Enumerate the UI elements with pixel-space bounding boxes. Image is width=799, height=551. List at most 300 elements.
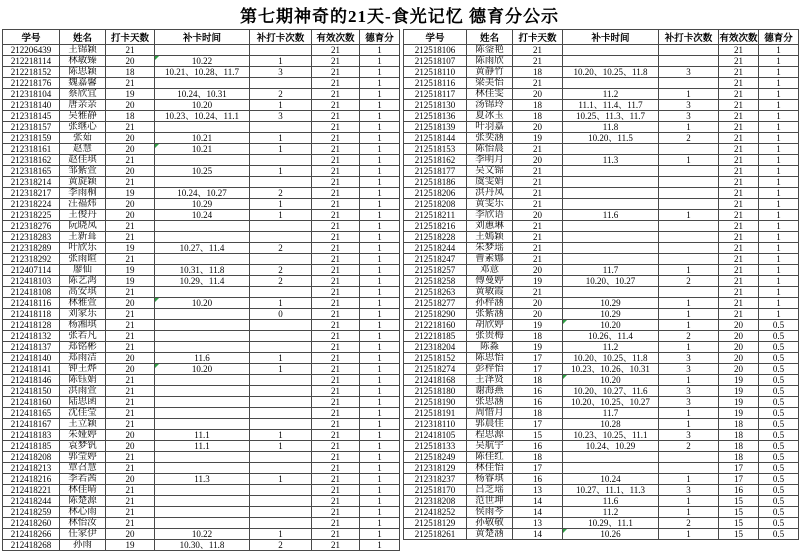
cell-score[interactable]: 1 bbox=[360, 210, 400, 221]
cell-score[interactable]: 1 bbox=[759, 210, 799, 221]
cell-makeup-count[interactable]: 2 bbox=[250, 188, 312, 199]
cell-makeup-count[interactable]: 2 bbox=[250, 89, 312, 100]
cell-makeup-time[interactable]: 11.2 bbox=[563, 507, 659, 518]
cell-valid-count[interactable]: 21 bbox=[719, 287, 759, 298]
cell-student-id[interactable]: 212518208 bbox=[404, 199, 467, 210]
cell-makeup-count[interactable] bbox=[250, 518, 312, 529]
column-header-valid-count[interactable]: 有效次数 bbox=[312, 30, 360, 45]
cell-makeup-count[interactable]: 1 bbox=[659, 529, 719, 540]
cell-score[interactable]: 1 bbox=[360, 452, 400, 463]
cell-makeup-time[interactable] bbox=[563, 452, 659, 463]
cell-score[interactable]: 0.5 bbox=[759, 364, 799, 375]
cell-makeup-count[interactable]: 2 bbox=[250, 243, 312, 254]
cell-valid-count[interactable]: 15 bbox=[719, 518, 759, 529]
cell-student-id[interactable]: 212318237 bbox=[404, 474, 467, 485]
cell-score[interactable]: 1 bbox=[360, 309, 400, 320]
cell-score[interactable]: 1 bbox=[360, 188, 400, 199]
column-header-makeup-count[interactable]: 补打卡次数 bbox=[250, 30, 312, 45]
cell-valid-count[interactable]: 21 bbox=[719, 199, 759, 210]
cell-score[interactable]: 1 bbox=[759, 78, 799, 89]
cell-days[interactable]: 20 bbox=[106, 100, 155, 111]
cell-score[interactable]: 1 bbox=[360, 199, 400, 210]
cell-days[interactable]: 21 bbox=[513, 243, 563, 254]
cell-student-id[interactable]: 212518162 bbox=[404, 155, 467, 166]
cell-name[interactable]: 张茹 bbox=[60, 133, 106, 144]
cell-makeup-count[interactable] bbox=[659, 188, 719, 199]
cell-score[interactable]: 0.5 bbox=[759, 518, 799, 529]
cell-student-id[interactable]: 212518107 bbox=[404, 56, 467, 67]
cell-valid-count[interactable]: 21 bbox=[312, 166, 360, 177]
cell-student-id[interactable]: 212518244 bbox=[404, 243, 467, 254]
cell-valid-count[interactable]: 21 bbox=[719, 111, 759, 122]
cell-student-id[interactable]: 212418160 bbox=[3, 397, 60, 408]
cell-makeup-count[interactable] bbox=[659, 452, 719, 463]
cell-days[interactable]: 21 bbox=[513, 78, 563, 89]
cell-score[interactable]: 0.5 bbox=[759, 485, 799, 496]
cell-makeup-time[interactable] bbox=[563, 243, 659, 254]
cell-makeup-time[interactable] bbox=[563, 166, 659, 177]
cell-makeup-time[interactable] bbox=[155, 342, 250, 353]
cell-name[interactable]: 王新葺 bbox=[60, 232, 106, 243]
cell-makeup-count[interactable] bbox=[659, 463, 719, 474]
cell-name[interactable]: 邹紫萱 bbox=[60, 166, 106, 177]
cell-makeup-count[interactable]: 2 bbox=[250, 265, 312, 276]
cell-days[interactable]: 21 bbox=[106, 320, 155, 331]
cell-days[interactable]: 19 bbox=[513, 342, 563, 353]
cell-student-id[interactable]: 212318110 bbox=[404, 419, 467, 430]
cell-student-id[interactable]: 212418140 bbox=[3, 353, 60, 364]
cell-name[interactable]: 覃召慧 bbox=[60, 463, 106, 474]
cell-score[interactable]: 1 bbox=[360, 496, 400, 507]
cell-days[interactable]: 21 bbox=[106, 78, 155, 89]
cell-makeup-count[interactable]: 1 bbox=[250, 474, 312, 485]
cell-valid-count[interactable]: 21 bbox=[719, 100, 759, 111]
cell-score[interactable]: 1 bbox=[759, 56, 799, 67]
cell-makeup-count[interactable] bbox=[250, 45, 312, 56]
cell-name[interactable]: 高安琪 bbox=[60, 287, 106, 298]
cell-name[interactable]: 张奕涵 bbox=[467, 133, 513, 144]
cell-student-id[interactable]: 212418208 bbox=[3, 452, 60, 463]
cell-makeup-time[interactable]: 10.20 bbox=[563, 375, 659, 386]
cell-makeup-count[interactable]: 1 bbox=[250, 441, 312, 452]
cell-student-id[interactable]: 212418141 bbox=[3, 364, 60, 375]
cell-makeup-count[interactable] bbox=[250, 320, 312, 331]
cell-makeup-count[interactable] bbox=[659, 221, 719, 232]
cell-days[interactable]: 21 bbox=[106, 386, 155, 397]
cell-student-id[interactable]: 212418146 bbox=[3, 375, 60, 386]
cell-days[interactable]: 19 bbox=[106, 540, 155, 551]
cell-days[interactable]: 14 bbox=[513, 507, 563, 518]
cell-makeup-count[interactable]: 1 bbox=[250, 199, 312, 210]
cell-days[interactable]: 19 bbox=[513, 133, 563, 144]
cell-name[interactable]: 汤锦玲 bbox=[467, 100, 513, 111]
cell-valid-count[interactable]: 21 bbox=[719, 155, 759, 166]
cell-days[interactable]: 18 bbox=[513, 111, 563, 122]
cell-valid-count[interactable]: 21 bbox=[312, 298, 360, 309]
cell-valid-count[interactable]: 21 bbox=[312, 89, 360, 100]
cell-valid-count[interactable]: 20 bbox=[719, 342, 759, 353]
cell-makeup-count[interactable]: 1 bbox=[659, 496, 719, 507]
cell-makeup-time[interactable] bbox=[563, 177, 659, 188]
cell-makeup-count[interactable] bbox=[659, 254, 719, 265]
cell-makeup-time[interactable]: 11.2 bbox=[563, 342, 659, 353]
cell-makeup-time[interactable]: 10.20、11.5 bbox=[563, 133, 659, 144]
cell-makeup-time[interactable]: 11.7 bbox=[563, 265, 659, 276]
cell-makeup-time[interactable]: 10.29、11.1 bbox=[563, 518, 659, 529]
cell-days[interactable]: 18 bbox=[513, 452, 563, 463]
cell-student-id[interactable]: 212318276 bbox=[3, 221, 60, 232]
cell-days[interactable]: 20 bbox=[106, 133, 155, 144]
cell-score[interactable]: 0.5 bbox=[759, 419, 799, 430]
cell-valid-count[interactable]: 15 bbox=[719, 496, 759, 507]
cell-makeup-time[interactable] bbox=[563, 199, 659, 210]
cell-makeup-time[interactable]: 10.20、10.25、10.27 bbox=[563, 397, 659, 408]
cell-name[interactable]: 吴航宇 bbox=[467, 441, 513, 452]
cell-valid-count[interactable]: 21 bbox=[719, 56, 759, 67]
cell-makeup-time[interactable]: 10.24、10.29 bbox=[563, 441, 659, 452]
cell-valid-count[interactable]: 21 bbox=[312, 430, 360, 441]
cell-name[interactable]: 杨睿琪 bbox=[467, 474, 513, 485]
cell-makeup-count[interactable]: 1 bbox=[659, 309, 719, 320]
cell-makeup-count[interactable] bbox=[250, 397, 312, 408]
cell-name[interactable]: 林佳怡 bbox=[467, 463, 513, 474]
cell-score[interactable]: 1 bbox=[360, 441, 400, 452]
cell-valid-count[interactable]: 21 bbox=[312, 56, 360, 67]
cell-makeup-count[interactable] bbox=[250, 155, 312, 166]
cell-valid-count[interactable]: 21 bbox=[719, 309, 759, 320]
cell-days[interactable]: 18 bbox=[106, 67, 155, 78]
cell-makeup-count[interactable]: 1 bbox=[659, 408, 719, 419]
cell-name[interactable]: 张紫涵 bbox=[467, 309, 513, 320]
cell-name[interactable]: 邓意 bbox=[467, 265, 513, 276]
cell-valid-count[interactable]: 21 bbox=[312, 320, 360, 331]
cell-name[interactable]: 林佳晴 bbox=[60, 485, 106, 496]
cell-valid-count[interactable]: 21 bbox=[312, 133, 360, 144]
cell-score[interactable]: 1 bbox=[360, 265, 400, 276]
cell-score[interactable]: 1 bbox=[759, 243, 799, 254]
cell-makeup-time[interactable]: 10.24、10.31 bbox=[155, 89, 250, 100]
cell-name[interactable]: 黄敏霞 bbox=[467, 287, 513, 298]
cell-valid-count[interactable]: 20 bbox=[719, 331, 759, 342]
cell-makeup-time[interactable] bbox=[155, 408, 250, 419]
cell-student-id[interactable]: 212418128 bbox=[3, 320, 60, 331]
cell-valid-count[interactable]: 21 bbox=[312, 144, 360, 155]
cell-makeup-count[interactable] bbox=[659, 78, 719, 89]
cell-days[interactable]: 13 bbox=[513, 485, 563, 496]
cell-makeup-time[interactable]: 10.24 bbox=[155, 210, 250, 221]
cell-makeup-count[interactable]: 3 bbox=[659, 397, 719, 408]
cell-name[interactable]: 朱娅婷 bbox=[60, 430, 106, 441]
cell-score[interactable]: 1 bbox=[360, 342, 400, 353]
cell-student-id[interactable]: 212518274 bbox=[404, 364, 467, 375]
cell-days[interactable]: 21 bbox=[106, 408, 155, 419]
cell-score[interactable]: 0.5 bbox=[759, 397, 799, 408]
cell-valid-count[interactable]: 18 bbox=[719, 419, 759, 430]
cell-makeup-time[interactable]: 10.21 bbox=[155, 144, 250, 155]
cell-name[interactable]: 杨湘琪 bbox=[60, 320, 106, 331]
cell-student-id[interactable]: 212318157 bbox=[3, 122, 60, 133]
cell-makeup-count[interactable]: 1 bbox=[250, 430, 312, 441]
cell-score[interactable]: 0.5 bbox=[759, 474, 799, 485]
cell-student-id[interactable]: 212418116 bbox=[3, 298, 60, 309]
cell-student-id[interactable]: 212518129 bbox=[404, 518, 467, 529]
cell-name[interactable]: 谢海燕 bbox=[467, 386, 513, 397]
cell-valid-count[interactable]: 21 bbox=[312, 67, 360, 78]
cell-name[interactable]: 蔡欣宜 bbox=[60, 89, 106, 100]
cell-score[interactable]: 1 bbox=[360, 78, 400, 89]
cell-score[interactable]: 1 bbox=[759, 100, 799, 111]
cell-makeup-count[interactable]: 3 bbox=[659, 430, 719, 441]
cell-days[interactable]: 20 bbox=[106, 199, 155, 210]
cell-name[interactable]: 赵慧 bbox=[60, 144, 106, 155]
cell-makeup-count[interactable] bbox=[250, 78, 312, 89]
cell-makeup-count[interactable]: 1 bbox=[659, 507, 719, 518]
cell-score[interactable]: 1 bbox=[360, 507, 400, 518]
cell-student-id[interactable]: 212206439 bbox=[3, 45, 60, 56]
cell-makeup-count[interactable] bbox=[659, 56, 719, 67]
cell-score[interactable]: 1 bbox=[360, 144, 400, 155]
cell-days[interactable]: 20 bbox=[106, 166, 155, 177]
cell-makeup-time[interactable]: 11.2 bbox=[563, 89, 659, 100]
cell-makeup-count[interactable]: 1 bbox=[659, 419, 719, 430]
cell-student-id[interactable]: 212518133 bbox=[404, 441, 467, 452]
cell-makeup-count[interactable]: 3 bbox=[250, 111, 312, 122]
cell-student-id[interactable]: 212518211 bbox=[404, 210, 467, 221]
cell-makeup-count[interactable] bbox=[250, 496, 312, 507]
cell-score[interactable]: 1 bbox=[360, 430, 400, 441]
cell-student-id[interactable]: 212318140 bbox=[3, 100, 60, 111]
cell-name[interactable]: 郑雨洁 bbox=[60, 353, 106, 364]
cell-days[interactable]: 15 bbox=[513, 430, 563, 441]
cell-score[interactable]: 1 bbox=[360, 375, 400, 386]
cell-student-id[interactable]: 212418185 bbox=[3, 441, 60, 452]
column-header-makeup-count[interactable]: 补打卡次数 bbox=[659, 30, 719, 45]
cell-student-id[interactable]: 212518228 bbox=[404, 232, 467, 243]
cell-makeup-time[interactable] bbox=[155, 287, 250, 298]
cell-makeup-time[interactable] bbox=[563, 45, 659, 56]
cell-days[interactable]: 19 bbox=[513, 276, 563, 287]
cell-makeup-time[interactable] bbox=[155, 485, 250, 496]
cell-makeup-count[interactable] bbox=[659, 232, 719, 243]
cell-score[interactable]: 1 bbox=[759, 199, 799, 210]
cell-student-id[interactable]: 212418108 bbox=[3, 287, 60, 298]
cell-makeup-time[interactable]: 10.20 bbox=[155, 100, 250, 111]
cell-student-id[interactable]: 212418118 bbox=[3, 309, 60, 320]
column-header-score[interactable]: 德育分 bbox=[360, 30, 400, 45]
cell-makeup-time[interactable] bbox=[563, 463, 659, 474]
cell-makeup-count[interactable]: 3 bbox=[659, 111, 719, 122]
cell-score[interactable]: 1 bbox=[360, 276, 400, 287]
cell-score[interactable]: 1 bbox=[759, 188, 799, 199]
cell-makeup-count[interactable] bbox=[250, 452, 312, 463]
cell-days[interactable]: 19 bbox=[106, 188, 155, 199]
cell-valid-count[interactable]: 21 bbox=[312, 265, 360, 276]
cell-score[interactable]: 0.5 bbox=[759, 496, 799, 507]
cell-name[interactable]: 范世坤 bbox=[467, 496, 513, 507]
cell-makeup-time[interactable]: 10.20、10.27 bbox=[563, 276, 659, 287]
cell-makeup-count[interactable] bbox=[250, 122, 312, 133]
cell-score[interactable]: 1 bbox=[360, 177, 400, 188]
cell-days[interactable]: 21 bbox=[106, 287, 155, 298]
cell-makeup-time[interactable]: 10.20、10.25、11.8 bbox=[563, 67, 659, 78]
cell-makeup-time[interactable] bbox=[563, 144, 659, 155]
cell-valid-count[interactable]: 21 bbox=[312, 199, 360, 210]
cell-days[interactable]: 17 bbox=[513, 353, 563, 364]
cell-makeup-time[interactable] bbox=[155, 232, 250, 243]
cell-makeup-time[interactable] bbox=[155, 386, 250, 397]
cell-makeup-count[interactable]: 1 bbox=[659, 155, 719, 166]
cell-name[interactable]: 李明月 bbox=[467, 155, 513, 166]
cell-valid-count[interactable]: 19 bbox=[719, 375, 759, 386]
cell-score[interactable]: 1 bbox=[360, 287, 400, 298]
cell-score[interactable]: 1 bbox=[759, 45, 799, 56]
cell-makeup-count[interactable]: 3 bbox=[659, 364, 719, 375]
cell-makeup-count[interactable] bbox=[250, 463, 312, 474]
cell-days[interactable]: 20 bbox=[106, 430, 155, 441]
column-header-name[interactable]: 姓名 bbox=[467, 30, 513, 45]
cell-score[interactable]: 1 bbox=[360, 133, 400, 144]
cell-makeup-count[interactable] bbox=[659, 144, 719, 155]
cell-makeup-time[interactable]: 10.27、11.4 bbox=[155, 243, 250, 254]
cell-days[interactable]: 14 bbox=[513, 496, 563, 507]
cell-days[interactable]: 21 bbox=[106, 122, 155, 133]
cell-name[interactable]: 陆思函 bbox=[60, 397, 106, 408]
cell-name[interactable]: 汪福炜 bbox=[60, 199, 106, 210]
cell-makeup-time[interactable]: 10.22 bbox=[155, 529, 250, 540]
cell-name[interactable]: 程思源 bbox=[467, 430, 513, 441]
cell-days[interactable]: 16 bbox=[513, 474, 563, 485]
cell-makeup-count[interactable]: 1 bbox=[659, 89, 719, 100]
cell-days[interactable]: 19 bbox=[106, 89, 155, 100]
cell-makeup-count[interactable]: 2 bbox=[659, 441, 719, 452]
cell-days[interactable]: 21 bbox=[106, 463, 155, 474]
cell-score[interactable]: 0.5 bbox=[759, 320, 799, 331]
cell-makeup-time[interactable]: 10.20 bbox=[155, 364, 250, 375]
cell-days[interactable]: 20 bbox=[513, 309, 563, 320]
cell-name[interactable]: 洪丹凤 bbox=[467, 188, 513, 199]
cell-valid-count[interactable]: 19 bbox=[719, 408, 759, 419]
cell-makeup-count[interactable] bbox=[250, 408, 312, 419]
cell-makeup-count[interactable]: 1 bbox=[250, 166, 312, 177]
cell-student-id[interactable]: 212518290 bbox=[404, 309, 467, 320]
cell-makeup-time[interactable]: 10.23、10.24、11.1 bbox=[155, 111, 250, 122]
cell-score[interactable]: 1 bbox=[759, 122, 799, 133]
cell-valid-count[interactable]: 21 bbox=[719, 89, 759, 100]
cell-makeup-time[interactable] bbox=[563, 287, 659, 298]
cell-name[interactable]: 陈淼 bbox=[467, 342, 513, 353]
cell-name[interactable]: 陈蓥艳 bbox=[467, 45, 513, 56]
cell-valid-count[interactable]: 21 bbox=[312, 529, 360, 540]
cell-score[interactable]: 1 bbox=[360, 155, 400, 166]
cell-valid-count[interactable]: 21 bbox=[312, 78, 360, 89]
cell-valid-count[interactable]: 21 bbox=[719, 254, 759, 265]
cell-student-id[interactable]: 212318104 bbox=[3, 89, 60, 100]
cell-makeup-count[interactable]: 1 bbox=[659, 210, 719, 221]
cell-days[interactable]: 21 bbox=[513, 199, 563, 210]
cell-score[interactable]: 1 bbox=[360, 419, 400, 430]
cell-valid-count[interactable]: 21 bbox=[719, 232, 759, 243]
cell-name[interactable]: 刘家乐 bbox=[60, 309, 106, 320]
cell-valid-count[interactable]: 21 bbox=[312, 232, 360, 243]
cell-makeup-count[interactable] bbox=[659, 287, 719, 298]
cell-score[interactable]: 1 bbox=[759, 221, 799, 232]
cell-valid-count[interactable]: 21 bbox=[312, 419, 360, 430]
cell-name[interactable]: 刘蕙琳 bbox=[467, 221, 513, 232]
cell-days[interactable]: 21 bbox=[106, 342, 155, 353]
cell-name[interactable]: 王锦颖 bbox=[60, 45, 106, 56]
cell-days[interactable]: 21 bbox=[513, 188, 563, 199]
cell-makeup-time[interactable]: 11.6 bbox=[563, 496, 659, 507]
cell-makeup-count[interactable]: 2 bbox=[659, 276, 719, 287]
cell-days[interactable]: 21 bbox=[513, 144, 563, 155]
cell-valid-count[interactable]: 20 bbox=[719, 353, 759, 364]
cell-name[interactable]: 孙梓涵 bbox=[467, 298, 513, 309]
cell-days[interactable]: 21 bbox=[106, 397, 155, 408]
cell-makeup-time[interactable] bbox=[155, 452, 250, 463]
cell-makeup-time[interactable] bbox=[155, 155, 250, 166]
cell-name[interactable]: 叶羽嘉 bbox=[467, 122, 513, 133]
cell-name[interactable]: 陈雨欣 bbox=[467, 56, 513, 67]
cell-name[interactable]: 孙敬敬 bbox=[467, 518, 513, 529]
cell-makeup-count[interactable]: 1 bbox=[250, 353, 312, 364]
cell-name[interactable]: 吴文锦 bbox=[467, 166, 513, 177]
cell-days[interactable]: 21 bbox=[106, 518, 155, 529]
cell-student-id[interactable]: 212418165 bbox=[3, 408, 60, 419]
cell-makeup-time[interactable] bbox=[155, 45, 250, 56]
cell-days[interactable]: 21 bbox=[513, 177, 563, 188]
cell-score[interactable]: 1 bbox=[759, 232, 799, 243]
cell-valid-count[interactable]: 19 bbox=[719, 386, 759, 397]
column-header-days[interactable]: 打卡天数 bbox=[106, 30, 155, 45]
cell-student-id[interactable]: 212318129 bbox=[404, 463, 467, 474]
cell-valid-count[interactable]: 21 bbox=[719, 166, 759, 177]
cell-student-id[interactable]: 212418168 bbox=[404, 375, 467, 386]
cell-score[interactable]: 0.5 bbox=[759, 529, 799, 540]
cell-days[interactable]: 21 bbox=[106, 232, 155, 243]
cell-makeup-time[interactable]: 10.26、11.4 bbox=[563, 331, 659, 342]
cell-days[interactable]: 21 bbox=[106, 309, 155, 320]
cell-student-id[interactable]: 212518177 bbox=[404, 166, 467, 177]
cell-valid-count[interactable]: 18 bbox=[719, 441, 759, 452]
cell-student-id[interactable]: 212518191 bbox=[404, 408, 467, 419]
cell-days[interactable]: 20 bbox=[106, 298, 155, 309]
cell-name[interactable]: 叶欣乐 bbox=[60, 243, 106, 254]
cell-student-id[interactable]: 212518263 bbox=[404, 287, 467, 298]
cell-makeup-count[interactable]: 1 bbox=[659, 474, 719, 485]
cell-score[interactable]: 1 bbox=[759, 287, 799, 298]
cell-makeup-time[interactable]: 10.29 bbox=[563, 309, 659, 320]
cell-valid-count[interactable]: 21 bbox=[312, 518, 360, 529]
cell-student-id[interactable]: 212518206 bbox=[404, 188, 467, 199]
cell-student-id[interactable]: 212318225 bbox=[3, 210, 60, 221]
cell-student-id[interactable]: 212518170 bbox=[404, 485, 467, 496]
cell-makeup-count[interactable]: 1 bbox=[250, 144, 312, 155]
cell-student-id[interactable]: 212418252 bbox=[404, 507, 467, 518]
cell-days[interactable]: 20 bbox=[106, 529, 155, 540]
cell-name[interactable]: 唐亲亲 bbox=[60, 100, 106, 111]
cell-name[interactable]: 林佳雯 bbox=[467, 89, 513, 100]
cell-days[interactable]: 20 bbox=[513, 265, 563, 276]
cell-name[interactable]: 虞雯娟 bbox=[467, 177, 513, 188]
cell-days[interactable]: 18 bbox=[513, 67, 563, 78]
cell-makeup-count[interactable]: 1 bbox=[250, 100, 312, 111]
cell-makeup-time[interactable] bbox=[155, 78, 250, 89]
cell-score[interactable]: 1 bbox=[360, 122, 400, 133]
cell-makeup-time[interactable] bbox=[563, 56, 659, 67]
cell-days[interactable]: 16 bbox=[513, 441, 563, 452]
cell-valid-count[interactable]: 21 bbox=[312, 507, 360, 518]
cell-days[interactable]: 20 bbox=[513, 210, 563, 221]
